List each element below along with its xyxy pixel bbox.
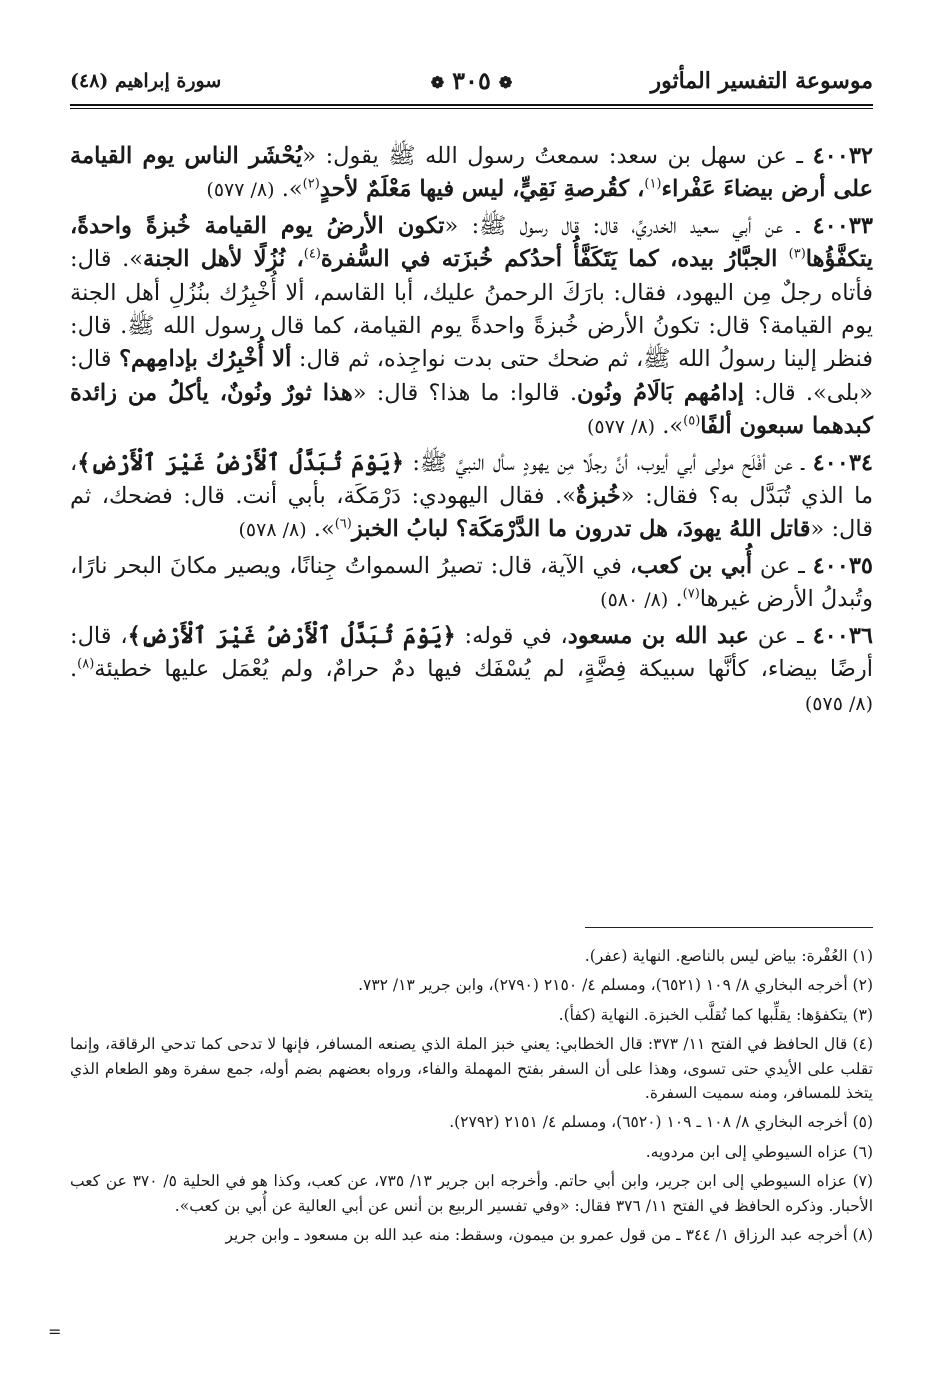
book-title: موسوعة التفسير المأثور: [650, 68, 873, 94]
narrator-name: أُبي بن كعب: [636, 552, 753, 579]
surah-label: سورة إبراهيم (٤٨): [70, 70, 222, 92]
footnote-ref[interactable]: (٦): [334, 516, 352, 532]
hadith-text: ». قال: فأتاه رجلٌ مِن اليهود، فقال: بارَكَ الرحمنُ عليك، أبا القاسم، ألا أُخْبِرُك بنُزُلِ أهل الجنة يوم القيامة؟ قال: تكونُ الأرض خُبزةً واحدةً يوم القيامة، كما قال رسول الله ﷺ. قال: فنظر إلينا رسولُ الله ﷺ، ثم ضحك حتى بدت نواجِذه، ثم قال:: [70, 246, 874, 373]
hadith-matn: ألا أُخْبِرُك بإدامِهم؟: [119, 346, 292, 373]
hadith-entry: [70, 447, 873, 548]
hadith-matn: قاتل اللهُ يهودَ، هل تدرون ما الدَّرْمَكَة؟ لبابُ الخبز: [351, 516, 811, 543]
footnote-ref[interactable]: (٤): [303, 246, 321, 262]
hadith-number: ٤٠٠٣٤: [812, 449, 873, 476]
hadith-text: ». فقال اليهودي: دَرْمَكَة، بأبي أنت. قال: فضحك، ثم قال: «: [70, 483, 873, 543]
quran-verse: ﴿يَوْمَ تُبَدَّلُ ٱلْأَرْضُ غَيْرَ ٱلْأَرْضِ﴾: [77, 449, 404, 476]
hadith-matn: يُحْشَر الناس يوم القيامة على أرض بيضاءَ عَفْراء: [70, 143, 873, 203]
volume-page-ref: (٨/ ٥٧٧): [206, 179, 275, 202]
hadith-text: ، قال: أرضًا بيضاء، كأنَّها سبيكة فِضَّةٍ، لم يُسْفَك فيها دمٌ حرامٌ، ولم يُعْمَل عليها خطيئة: [70, 622, 873, 683]
hadith-text: ».: [655, 413, 684, 440]
footnote: (٦) عزاه السيوطي إلى ابن مردويه.: [645, 1142, 873, 1161]
volume-page-ref: (٨/ ٥٨٠): [600, 589, 669, 612]
volume-page-ref: (٨/ ٥٧٧): [586, 416, 656, 439]
hadith-text: ـ عن سهل بن سعد: سمعتُ رسول الله ﷺ يقول: «: [302, 143, 813, 169]
footnote: (٣) يتكفؤها: يقلِّبها كما تُقلَّب الخبزة. النهاية (كفأ).: [558, 1005, 873, 1024]
hadith-text: . قالوا: ما هذا؟ قال: «: [352, 379, 577, 406]
hadith-matn: خُبزةٌ: [575, 483, 621, 510]
main-text: [70, 140, 873, 721]
hadith-entry: [70, 550, 873, 618]
hadith-text: قال: «بلى». قال:: [70, 346, 873, 406]
footnote-divider: [585, 927, 873, 928]
hadith-matn: إدامُهم بَالَامُ ونُون: [576, 379, 744, 406]
ornament-icon: ❁: [430, 73, 445, 92]
footnote: (٨) أخرجه عبد الرزاق ١/ ٣٤٤ ـ من قول عمرو بن ميمون، وسقط: منه عبد الله بن مسعود ـ وابن جرير: [225, 1226, 873, 1245]
footnotes: [70, 944, 873, 1247]
footnote-ref[interactable]: (٢): [302, 176, 320, 192]
header-divider: [70, 104, 873, 106]
hadith-matn: ، كقُرصةِ نَقِيٍّ، ليس فيها مَعْلَمٌ لأحدٍ: [319, 176, 645, 203]
footnote: (١) العُفْرة: بياض ليس بالناصع. النهاية (عفر).: [584, 947, 873, 965]
hadith-matn: الجبَّارُ بيده، كما يَتَكَفَّأُ أحدُكم خُبزَته في السُّفرة: [320, 246, 789, 273]
hadith-text: ، ما الذي تُبَدَّل به؟ فقال: «: [70, 449, 873, 510]
hadith-text: ـ عن أفْلَح مولى أبي أيوب، أنَّ رجلًا مِن يهودٍ سأل النبيَّ ﷺ:: [403, 449, 813, 476]
narrator-name: عبد الله بن مسعود: [567, 622, 749, 649]
footnote-ref[interactable]: (٥): [683, 413, 701, 429]
footnote-ref[interactable]: (٣): [788, 246, 806, 262]
hadith-number: ٤٠٠٣٣: [812, 212, 873, 239]
footnote-ref[interactable]: (١): [644, 176, 662, 192]
volume-page-ref: (٨/ ٥٧٨): [238, 519, 307, 542]
footnote: (٤) قال الحافظ في الفتح ١١/ ٣٧٣: قال الخطابي: يعني خبز الملة الذي يصنعه المسافر، فإنها لا تدحى كما تدحي الرقاقة، وإنما تقلب على الأيدي حتى تسوى، وهذا على أن السفر بفتح المهملة والفاء، ورواه بعضهم بضم أوله، جمع سفرة وهو الطعام الذي يتخذ للمسافر، ومنه سميت السفرة.: [70, 1035, 873, 1103]
hadith-matn: تكون الأرضُ يوم القيامة خُبزةً واحدةً، يتكفَّؤُها: [70, 212, 873, 273]
hadith-text: ».: [306, 516, 335, 543]
hadith-text: ـ عن: [752, 552, 813, 579]
hadith-entry: [70, 620, 873, 721]
hadith-entry: [70, 210, 873, 445]
hadith-number: ٤٠٠٣٢: [812, 143, 874, 169]
continuation-mark: =: [48, 1322, 62, 1341]
header-divider-thin: [70, 108, 873, 109]
hadith-number: ٤٠٠٣٦: [812, 622, 873, 649]
footnote: (٢) أخرجه البخاري ٨/ ١٠٩ (٦٥٢١)، ومسلم ٤/ ٢١٥٠ (٢٧٩٠)، وابن جرير ١٣/ ٧٣٢.: [358, 976, 873, 995]
page-header: [70, 64, 873, 100]
hadith-text: ، في الآية، قال: تصيرُ السمواتُ جِنانًا، ويصير مكانَ البحر نارًا، وتُبدلُ الأرض غيرها: [70, 552, 873, 613]
hadith-text: ـ عن: [748, 622, 813, 649]
hadith-text: .: [668, 586, 683, 613]
hadith-text: ـ عن أبي سعيد الخدريِّ، قال: قال رسول ﷺ: «: [444, 212, 813, 239]
hadith-number: ٤٠٠٣٥: [812, 552, 874, 579]
footnote: (٧) عزاه السيوطي إلى ابن جرير، وابن أبي حاتم. وأخرجه ابن جرير ١٣/ ٧٣٥، عن كعب، وكذا هو في الحلية ٥/ ٣٧٠ عن كعب الأحبار. وذكره الحافظ في الفتح ١١/ ٣٧٦ فقال: «وفي تفسير الربيع بن أنس عن أبي العالية عن أُبي بن كعب».: [70, 1172, 874, 1215]
hadith-matn: هذا ثورٌ ونُونٌ، يأكلُ من زائدة كبدهما سبعون ألفًا: [70, 379, 873, 440]
quran-verse: ﴿يَوْمَ تُبَدَّلُ ٱلْأَرْضُ غَيْرَ ٱلْأَرْضِ﴾: [127, 622, 456, 649]
ornament-icon: ❁: [498, 73, 513, 92]
footnote: (٥) أخرجه البخاري ٨/ ١٠٨ ـ ١٠٩ (٦٥٢٠)، ومسلم ٤/ ٢١٥١ (٢٧٩٢).: [449, 1113, 873, 1132]
hadith-text: ».: [274, 176, 303, 203]
hadith-text: .: [70, 656, 78, 683]
footnote-ref[interactable]: (٨): [77, 656, 95, 672]
page-number: ٣٠٥: [452, 66, 491, 95]
hadith-matn: ، نُزُلًا لأهل الجنة: [143, 246, 304, 273]
footnote-ref[interactable]: (٧): [682, 586, 700, 602]
hadith-entry: [70, 140, 873, 208]
volume-page-ref: (٨/ ٥٧٥): [804, 692, 873, 715]
hadith-text: ، في قوله:: [455, 622, 568, 649]
